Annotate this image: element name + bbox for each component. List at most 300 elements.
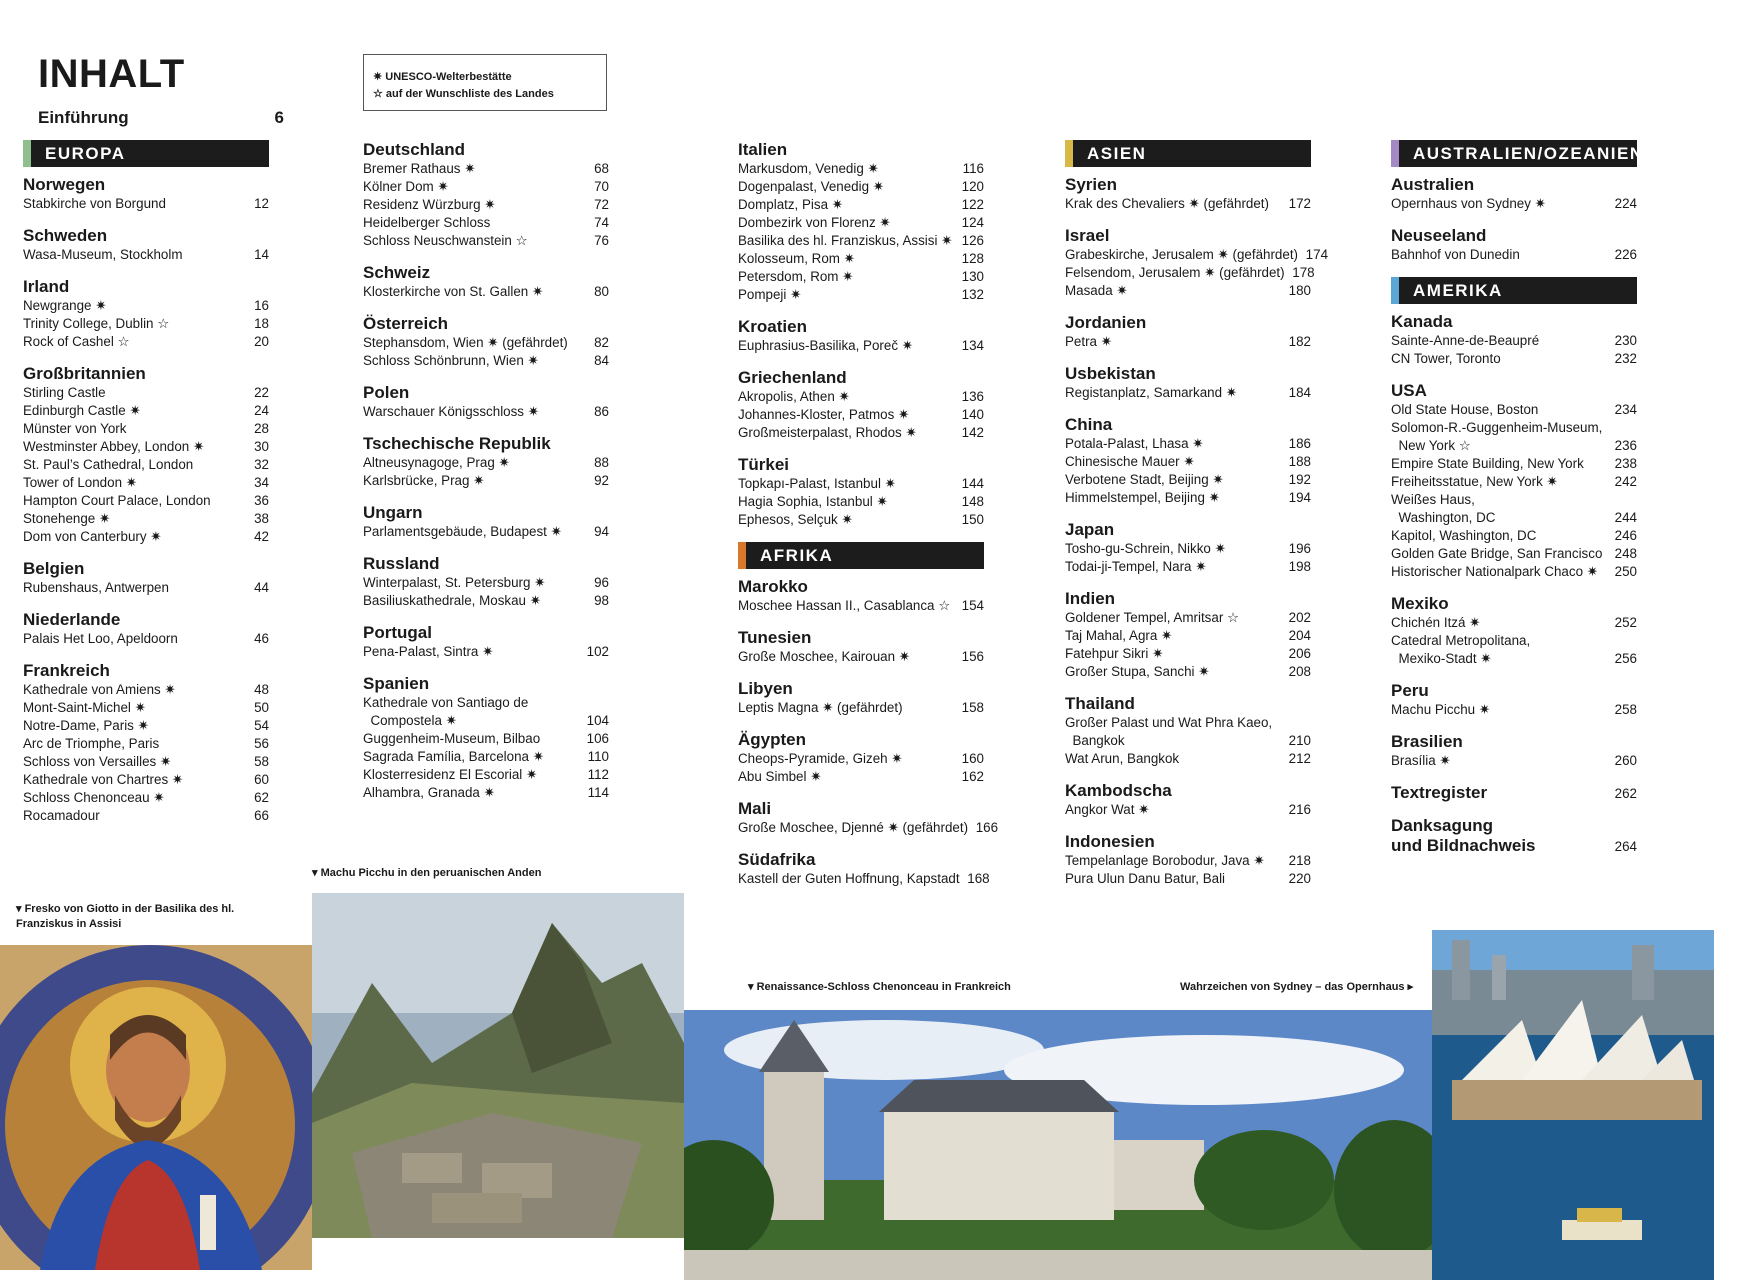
page-number: 182 <box>1288 334 1311 349</box>
toc-entry <box>23 456 269 474</box>
country-name: Frankreich <box>23 661 110 680</box>
country-name: Kroatien <box>738 317 807 336</box>
toc-section <box>1391 175 1637 213</box>
country-name: Italien <box>738 140 788 159</box>
country-name: Österreich <box>363 314 449 333</box>
toc-entry <box>23 492 269 510</box>
toc-entry <box>738 406 984 424</box>
toc-entry <box>363 712 609 730</box>
country-name: Japan <box>1065 520 1115 539</box>
entry-title: Machu Picchu ✷ <box>1391 702 1491 717</box>
country-name: Usbekistan <box>1065 364 1156 383</box>
country-name: Deutschland <box>363 140 466 159</box>
toc-entry <box>23 735 269 753</box>
entry-title: Schloss Chenonceau ✷ <box>23 790 165 805</box>
page-number: 92 <box>594 473 609 488</box>
page-number: 154 <box>961 598 984 613</box>
toc-entry <box>363 403 609 421</box>
page-number: 96 <box>594 575 609 590</box>
page-number: 220 <box>1288 871 1311 886</box>
toc-entry <box>363 643 609 661</box>
country-name: Brasilien <box>1391 732 1463 751</box>
entry-title: Tosho-gu-Schrein, Nikko ✷ <box>1065 541 1226 556</box>
entry-title: Brasília ✷ <box>1391 753 1451 768</box>
toc-entry <box>1391 332 1637 350</box>
toc-entry <box>738 648 984 666</box>
toc-entry <box>1391 350 1637 368</box>
entry-title: Golden Gate Bridge, San Francisco <box>1391 546 1603 561</box>
page-number: 94 <box>594 524 609 539</box>
entry-title: Pena-Palast, Sintra ✷ <box>363 644 494 659</box>
toc-section <box>1065 832 1311 888</box>
entry-title: Opernhaus von Sydney ✷ <box>1391 196 1546 211</box>
entry-title: Wat Arun, Bangkok <box>1065 751 1180 766</box>
toc-entry <box>1391 752 1637 770</box>
entry-title: Arc de Triomphe, Paris <box>23 736 160 751</box>
entry-title: Großer Stupa, Sanchi ✷ <box>1065 664 1210 679</box>
toc-entry <box>23 195 269 213</box>
region-header: EUROPA <box>23 140 269 167</box>
toc-entry <box>738 750 984 768</box>
country-name: Belgien <box>23 559 85 578</box>
toc-entry <box>1391 491 1637 509</box>
entry-title: Historischer Nationalpark Chaco ✷ <box>1391 564 1598 579</box>
page-number: 156 <box>961 649 984 664</box>
entry-title: Große Moschee, Kairouan ✷ <box>738 649 910 664</box>
entry-title: Freiheitsstatue, New York ✷ <box>1391 474 1558 489</box>
entry-title: Notre-Dame, Paris ✷ <box>23 718 149 733</box>
entry-title: Heidelberger Schloss <box>363 215 491 230</box>
entry-title: New York ☆ <box>1391 438 1471 453</box>
page-title: INHALT <box>38 52 185 96</box>
toc-entry <box>23 699 269 717</box>
country-name: Schweiz <box>363 263 431 282</box>
page-number: 160 <box>961 751 984 766</box>
country-name: Norwegen <box>23 175 106 194</box>
page-number: 162 <box>961 769 984 784</box>
entry-title: Dom von Canterbury ✷ <box>23 529 162 544</box>
toc-entry <box>1065 540 1311 558</box>
toc-entry <box>23 789 269 807</box>
toc-entry <box>738 475 984 493</box>
page-number: 172 <box>1288 196 1311 211</box>
intro-page: 6 <box>274 108 284 127</box>
toc-section <box>738 140 984 304</box>
country-name: China <box>1065 415 1113 434</box>
page-number: 148 <box>961 494 984 509</box>
region-header: AUSTRALIEN/OZEANIEN <box>1391 140 1637 167</box>
toc-entry <box>23 438 269 456</box>
entry-title: Schloss von Versailles ✷ <box>23 754 172 769</box>
entry-title: Taj Mahal, Agra ✷ <box>1065 628 1173 643</box>
country-name: Tschechische Republik <box>363 434 551 453</box>
toc-section <box>363 383 609 421</box>
country-name: Irland <box>23 277 70 296</box>
page-number: 110 <box>587 749 609 764</box>
entry-title: Pura Ulun Danu Batur, Bali <box>1065 871 1226 886</box>
intro-entry <box>38 108 284 128</box>
entry-title: Catedral Metropolitana, <box>1391 633 1531 648</box>
entry-title: Trinity College, Dublin ☆ <box>23 316 170 331</box>
page-number: 136 <box>961 389 984 404</box>
toc-entry <box>1065 870 1311 888</box>
entry-title: CN Tower, Toronto <box>1391 351 1501 366</box>
page-number: 74 <box>594 215 609 230</box>
page-number: 204 <box>1288 628 1311 643</box>
toc-entry <box>1065 195 1311 213</box>
toc-entry <box>1065 333 1311 351</box>
caption-sydney: Wahrzeichen von Sydney – das Opernhaus ▸ <box>1180 981 1414 993</box>
toc-section <box>1391 312 1637 368</box>
toc-section <box>1065 175 1311 213</box>
entry-title: Hampton Court Palace, London <box>23 493 211 508</box>
toc-section <box>738 799 999 837</box>
entry-title: Kathedrale von Santiago de <box>363 695 529 710</box>
page-number: 188 <box>1288 454 1311 469</box>
section-name-line: und Bildnachweis <box>1391 836 1536 855</box>
country-name: Australien <box>1391 175 1475 194</box>
entry-title: Stirling Castle <box>23 385 106 400</box>
caption-chenonceau: ▾ Renaissance-Schloss Chenonceau in Frankreich <box>748 981 1011 993</box>
page-number: 82 <box>594 335 609 350</box>
toc-entry <box>1065 384 1311 402</box>
toc-section <box>1391 681 1637 719</box>
country-name: Griechenland <box>738 368 847 387</box>
toc-section <box>363 263 609 301</box>
toc-entry <box>363 523 609 541</box>
toc-section <box>23 559 269 597</box>
entry-title: Großer Palast und Wat Phra Kaeo, <box>1065 715 1273 730</box>
toc-entry <box>1391 614 1637 632</box>
page-number: 102 <box>586 644 609 659</box>
toc-entry <box>738 597 984 615</box>
toc-column-4 <box>1065 140 1329 901</box>
toc-entry <box>23 402 269 420</box>
page-number: 226 <box>1614 247 1637 262</box>
entry-title: Todai-ji-Tempel, Nara ✷ <box>1065 559 1207 574</box>
toc-entry <box>23 717 269 735</box>
entry-title: Felsendom, Jerusalem ✷ (gefährdet) <box>1065 265 1285 280</box>
toc-entry <box>363 766 609 784</box>
page-number: 150 <box>961 512 984 527</box>
entry-title: Bremer Rathaus ✷ <box>363 161 476 176</box>
page-number: 248 <box>1614 546 1637 561</box>
entry-title: Tempelanlage Borobodur, Java ✷ <box>1065 853 1265 868</box>
page-number: 114 <box>587 785 609 800</box>
sydney-opera-image <box>1432 930 1714 1280</box>
toc-section <box>1391 226 1637 264</box>
toc-entry <box>1391 563 1637 581</box>
page-number: 22 <box>254 385 269 400</box>
toc-entry <box>1065 801 1311 819</box>
page-number: 106 <box>586 731 609 746</box>
toc-entry <box>1391 527 1637 545</box>
page-number <box>1607 632 1637 650</box>
page-number: 158 <box>961 700 984 715</box>
country-name: USA <box>1391 381 1427 400</box>
toc-entry <box>738 870 990 888</box>
toc-entry <box>738 768 984 786</box>
country-name: Polen <box>363 383 410 402</box>
entry-title: Dombezirk von Florenz ✷ <box>738 215 891 230</box>
page-number: 224 <box>1614 196 1637 211</box>
toc-entry <box>23 771 269 789</box>
page-number: 202 <box>1288 610 1311 625</box>
country-name: Peru <box>1391 681 1429 700</box>
toc-section <box>363 503 609 541</box>
page-number: 140 <box>961 407 984 422</box>
page-number: 60 <box>254 772 269 787</box>
entry-title: Krak des Chevaliers ✷ (gefährdet) <box>1065 196 1269 211</box>
entry-title: Rocamadour <box>23 808 100 823</box>
page-number: 124 <box>961 215 984 230</box>
page-number: 76 <box>594 233 609 248</box>
entry-title: Residenz Würzburg ✷ <box>363 197 496 212</box>
entry-title: Schloss Neuschwanstein ☆ <box>363 233 528 248</box>
entry-title: Pompeji ✷ <box>738 287 802 302</box>
toc-entry <box>1391 509 1637 527</box>
entry-title: Registanplatz, Samarkand ✷ <box>1065 385 1237 400</box>
entry-title: Kölner Dom ✷ <box>363 179 449 194</box>
toc-section <box>738 577 984 615</box>
toc-entry <box>23 579 269 597</box>
entry-title: Topkapı-Palast, Istanbul ✷ <box>738 476 896 491</box>
toc-entry <box>363 592 609 610</box>
entry-title: Masada ✷ <box>1065 283 1128 298</box>
page-number: 260 <box>1614 753 1637 768</box>
page-number: 252 <box>1614 615 1637 630</box>
country-name: Ungarn <box>363 503 423 522</box>
entry-title: Fatehpur Sikri ✷ <box>1065 646 1164 661</box>
toc-section <box>738 628 984 666</box>
page-number: 18 <box>254 316 269 331</box>
page-number: 184 <box>1288 385 1311 400</box>
country-name: Neuseeland <box>1391 226 1487 245</box>
entry-title: Großmeisterpalast, Rhodos ✷ <box>738 425 917 440</box>
toc-entry <box>363 472 609 490</box>
toc-section <box>23 226 269 264</box>
toc-section <box>738 850 990 888</box>
page-number: 212 <box>1288 751 1311 766</box>
toc-entry <box>1391 195 1637 213</box>
page-number: 262 <box>1614 786 1637 801</box>
toc-section <box>23 175 269 213</box>
entry-title: Compostela ✷ <box>363 713 457 728</box>
toc-section <box>1391 816 1637 856</box>
entry-title: Abu Simbel ✷ <box>738 769 822 784</box>
toc-section-row <box>1391 783 1637 803</box>
entry-title: Himmelstempel, Beijing ✷ <box>1065 490 1220 505</box>
toc-section <box>363 434 609 490</box>
entry-title: Winterpalast, St. Petersburg ✷ <box>363 575 546 590</box>
toc-entry <box>738 819 999 837</box>
intro-label: Einführung <box>38 108 129 127</box>
toc-entry <box>1065 663 1311 681</box>
entry-title: Goldener Tempel, Amritsar ☆ <box>1065 610 1239 625</box>
page-number <box>579 694 609 712</box>
toc-entry <box>23 807 269 825</box>
toc-section <box>363 140 609 250</box>
page-number: 56 <box>254 736 269 751</box>
entry-title: Mexiko-Stadt ✷ <box>1391 651 1492 666</box>
country-name: Südafrika <box>738 850 816 869</box>
toc-entry <box>1065 609 1311 627</box>
country-name: Russland <box>363 554 440 573</box>
page-number: 88 <box>594 455 609 470</box>
toc-entry <box>1391 401 1637 419</box>
entry-title: Euphrasius-Basilika, Poreč ✷ <box>738 338 913 353</box>
page-number: 258 <box>1614 702 1637 717</box>
page-number: 98 <box>594 593 609 608</box>
page-number: 20 <box>254 334 269 349</box>
region-header: AFRIKA <box>738 542 984 569</box>
page-number: 112 <box>587 767 609 782</box>
entry-title: Kolosseum, Rom ✷ <box>738 251 855 266</box>
entry-title: Grabeskirche, Jerusalem ✷ (gefährdet) <box>1065 247 1299 262</box>
entry-title: Basilika des hl. Franziskus, Assisi ✷ <box>738 233 953 248</box>
page-number: 256 <box>1614 651 1637 666</box>
toc-entry <box>363 160 609 178</box>
toc-entry <box>1391 632 1637 650</box>
entry-title: Alhambra, Granada ✷ <box>363 785 495 800</box>
toc-entry <box>23 315 269 333</box>
entry-title: Tower of London ✷ <box>23 475 137 490</box>
entry-title: Johannes-Kloster, Patmos ✷ <box>738 407 910 422</box>
page-number: 216 <box>1288 802 1311 817</box>
section-name <box>1391 816 1536 856</box>
entry-title: Karlsbrücke, Prag ✷ <box>363 473 485 488</box>
entry-title: Sainte-Anne-de-Beaupré <box>1391 333 1540 348</box>
page-number: 128 <box>961 251 984 266</box>
toc-entry <box>1391 246 1637 264</box>
country-name: Kambodscha <box>1065 781 1172 800</box>
page-number: 244 <box>1614 510 1637 525</box>
toc-entry <box>738 511 984 529</box>
entry-title: Guggenheim-Museum, Bilbao <box>363 731 541 746</box>
toc-entry <box>1065 453 1311 471</box>
page-number: 180 <box>1288 283 1311 298</box>
toc-entry <box>738 699 984 717</box>
country-name: Tunesien <box>738 628 812 647</box>
toc-entry <box>23 384 269 402</box>
country-name: Syrien <box>1065 175 1117 194</box>
entry-title: Ephesos, Selçuk ✷ <box>738 512 853 527</box>
toc-entry <box>1065 714 1311 732</box>
toc-entry <box>1391 419 1637 437</box>
page-number: 38 <box>254 511 269 526</box>
country-name: Thailand <box>1065 694 1135 713</box>
country-name: Spanien <box>363 674 430 693</box>
toc-entry <box>738 250 984 268</box>
toc-section <box>1391 381 1637 581</box>
page-number: 168 <box>967 871 990 886</box>
toc-section <box>363 623 609 661</box>
legend-wishlist: ☆ auf der Wunschliste des Landes <box>373 88 554 100</box>
entry-title: Große Moschee, Djenné ✷ (gefährdet) <box>738 820 969 835</box>
page-number: 166 <box>975 820 999 835</box>
entry-title: Wasa-Museum, Stockholm <box>23 247 183 262</box>
page-number: 68 <box>594 161 609 176</box>
entry-title: Old State House, Boston <box>1391 402 1539 417</box>
toc-entry <box>363 748 609 766</box>
entry-title: Warschauer Königsschloss ✷ <box>363 404 539 419</box>
entry-title: Angkor Wat ✷ <box>1065 802 1150 817</box>
page-number: 206 <box>1288 646 1311 661</box>
page-number: 194 <box>1288 490 1311 505</box>
toc-entry <box>363 454 609 472</box>
page-number: 186 <box>1288 436 1311 451</box>
entry-title: Akropolis, Athen ✷ <box>738 389 850 404</box>
entry-title: Chichén Itzá ✷ <box>1391 615 1481 630</box>
page-number <box>1607 419 1637 437</box>
toc-section <box>1065 589 1311 681</box>
toc-entry <box>1065 732 1311 750</box>
toc-entry <box>1065 282 1311 300</box>
country-name: Israel <box>1065 226 1110 245</box>
page-number: 234 <box>1614 402 1637 417</box>
page-number: 66 <box>254 808 269 823</box>
entry-title: Sagrada Família, Barcelona ✷ <box>363 749 544 764</box>
section-name <box>1391 783 1487 803</box>
toc-entry <box>23 510 269 528</box>
caption-giotto: ▾ Fresko von Giotto in der Basilika des hl. Franziskus in Assisi <box>16 903 235 930</box>
toc-entry <box>1065 750 1311 768</box>
toc-entry <box>738 337 984 355</box>
toc-entry <box>23 528 269 546</box>
page-number: 178 <box>1292 265 1315 280</box>
toc-entry <box>23 753 269 771</box>
country-name: Türkei <box>738 455 790 474</box>
caption-machu-picchu: ▾ Machu Picchu in den peruanischen Anden <box>312 867 542 879</box>
page-number: 264 <box>1614 839 1637 854</box>
section-name-line: Textregister <box>1391 783 1488 802</box>
entry-title: Westminster Abbey, London ✷ <box>23 439 205 454</box>
entry-title: Kastell der Guten Hoffnung, Kapstadt <box>738 871 960 886</box>
entry-title: Palais Het Loo, Apeldoorn <box>23 631 178 646</box>
toc-column-1 <box>23 140 269 838</box>
entry-title: Schloss Schönbrunn, Wien ✷ <box>363 353 539 368</box>
toc-section <box>1065 694 1311 768</box>
toc-section <box>23 661 269 825</box>
country-name: Ägypten <box>738 730 806 749</box>
toc-entry <box>738 214 984 232</box>
toc-entry <box>1391 650 1637 668</box>
page-number: 54 <box>254 718 269 733</box>
entry-title: Washington, DC <box>1391 510 1496 525</box>
entry-title: Parlamentsgebäude, Budapest ✷ <box>363 524 562 539</box>
entry-title: Cheops-Pyramide, Gizeh ✷ <box>738 751 903 766</box>
page-number: 174 <box>1305 247 1329 262</box>
entry-title: Bahnhof von Dunedin <box>1391 247 1520 262</box>
page-number: 242 <box>1614 474 1637 489</box>
entry-title: Stabkirche von Borgund <box>23 196 166 211</box>
page-number: 198 <box>1288 559 1311 574</box>
toc-entry <box>23 333 269 351</box>
entry-title: Newgrange ✷ <box>23 298 107 313</box>
country-name: Portugal <box>363 623 432 642</box>
entry-title: Kapitol, Washington, DC <box>1391 528 1537 543</box>
toc-section <box>363 674 609 802</box>
page-number: 132 <box>961 287 984 302</box>
toc-section <box>738 455 984 529</box>
entry-title: Solomon-R.-Guggenheim-Museum, <box>1391 420 1603 435</box>
region-header: ASIEN <box>1065 140 1311 167</box>
toc-entry <box>1391 701 1637 719</box>
page-number: 28 <box>254 421 269 436</box>
entry-title: Hagia Sophia, Istanbul ✷ <box>738 494 888 509</box>
entry-title: Kathedrale von Chartres ✷ <box>23 772 184 787</box>
toc-section <box>1065 520 1311 576</box>
